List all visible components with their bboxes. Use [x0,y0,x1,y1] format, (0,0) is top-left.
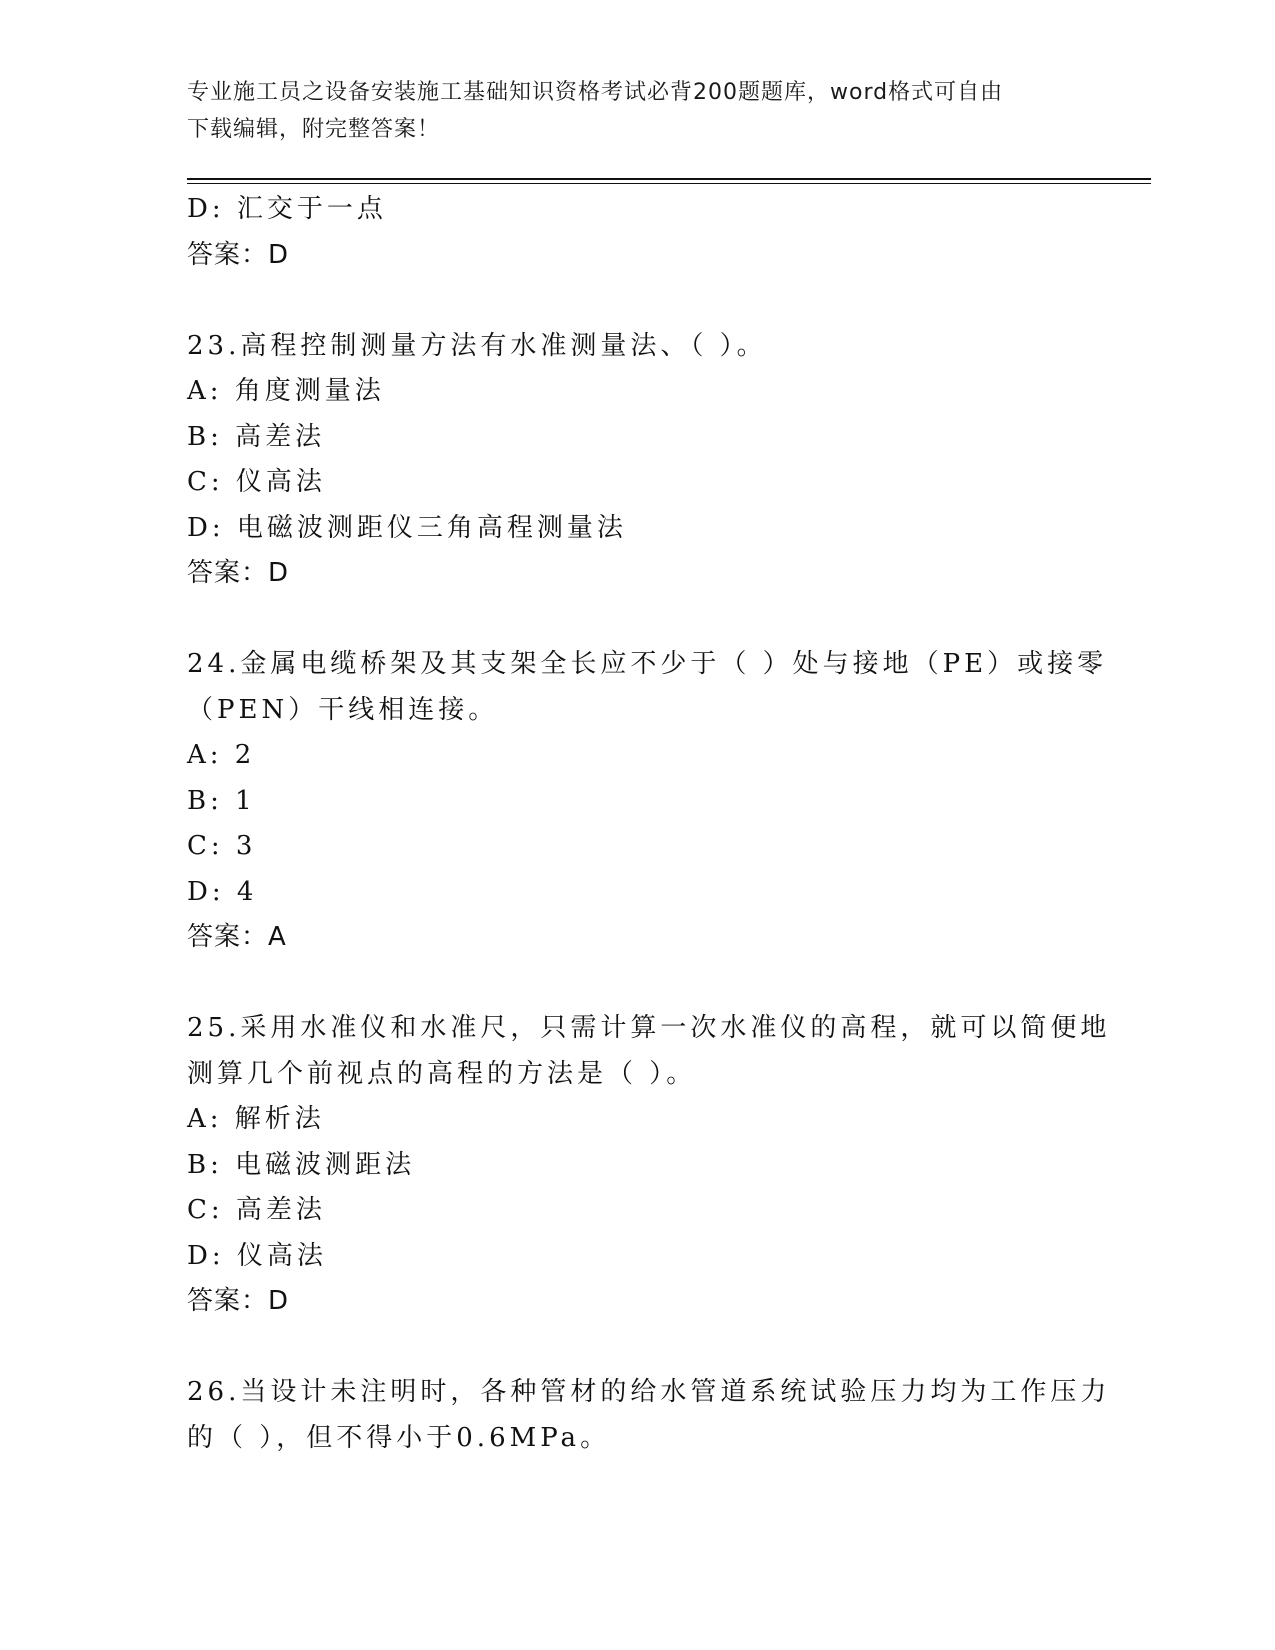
question-title-line: 24.金属电缆桥架及其支架全长应不少于（ ）处与接地（PE）或接零 [187,649,1108,679]
question-title-line: 26.当设计未注明时，各种管材的给水管道系统试验压力均为工作压力 [187,1377,1111,1407]
question-24-option-c: C: 3 [187,831,257,861]
question-23-answer: 答案：D [187,558,290,588]
question-24-answer: 答案：A [187,922,287,952]
question-25-option-c: C: 高差法 [187,1195,326,1225]
question-title-line: 25.采用水准仪和水准尺，只需计算一次水准仪的高程，就可以简便地 [187,1013,1111,1043]
spacer [187,278,1087,324]
question-23-option-c: C: 仪高法 [187,467,326,497]
question-title-line: 的（ ），但不得小于0.6MPa。 [187,1422,611,1453]
header-divider-thick [187,178,1151,180]
header-line-1: 专业施工员之设备安装施工基础知识资格考试必背200题题库，word格式可自由 [187,80,1004,105]
question-title-line: 23.高程控制测量方法有水准测量法、（ ）。 [187,330,767,361]
question-content [187,187,1111,1461]
question-24-option-b: B: 1 [187,785,256,816]
prev-option-d: D: 汇交于一点 [187,194,387,224]
question-24-option-a: A: 2 [187,740,256,770]
question-23-option-d: D: 电磁波测距仪三角高程测量法 [187,512,627,543]
question-24-option-d: D: 4 [187,876,258,907]
spacer [187,961,1087,1007]
header-divider-thin [187,183,1151,184]
spacer [187,1325,1087,1371]
question-25-title [187,1006,1111,1097]
spacer [187,597,1087,643]
question-24-title [187,642,1108,733]
page-header [187,74,1067,148]
question-25-option-d: D: 仪高法 [187,1240,327,1271]
question-title-line: 测算几个前视点的高程的方法是（ ）。 [187,1058,697,1089]
question-25-option-b: B: 电磁波测距法 [187,1149,416,1180]
question-26-title [187,1370,1111,1461]
question-23-option-a: A: 角度测量法 [187,376,385,406]
question-23-option-b: B: 高差法 [187,421,326,452]
header-line-2: 下载编辑，附完整答案！ [187,117,441,142]
question-25-option-a: A: 解析法 [187,1104,325,1134]
question-25-answer: 答案：D [187,1286,290,1316]
question-23-title [187,324,1087,370]
prev-answer: 答案：D [187,239,290,270]
question-title-line: （PEN）干线相连接。 [187,694,499,725]
